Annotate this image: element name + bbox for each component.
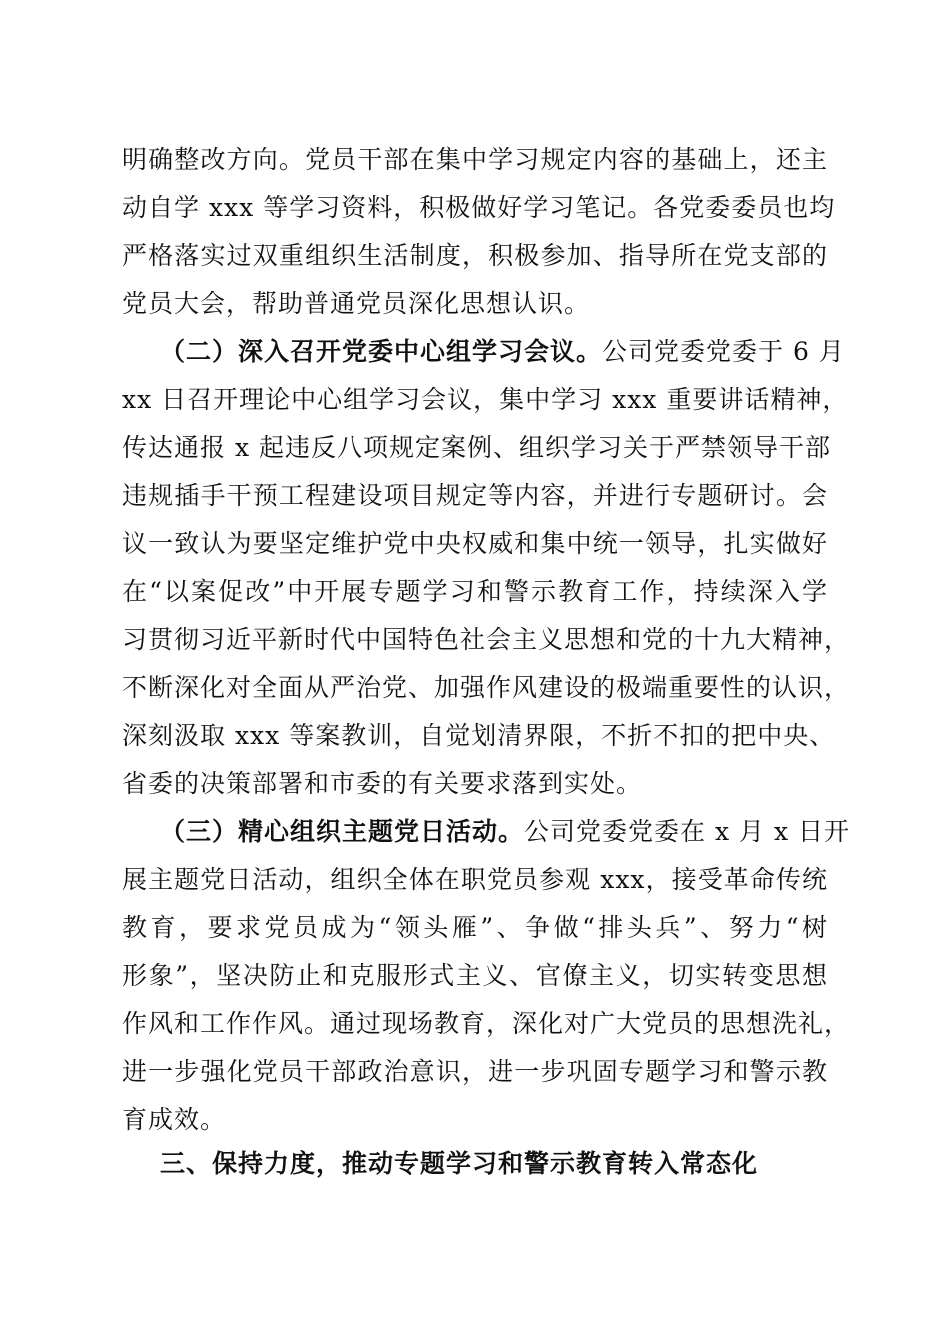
paragraph-line: 作风和工作作风。通过现场教育，深化对广大党员的思想洗礼， [122, 1009, 851, 1038]
paragraph-text: 公司党委党委在 x 月 x 日开 [524, 817, 851, 846]
paragraph-line: 省委的决策部署和市委的有关要求落到实处。 [122, 769, 643, 798]
paragraph-first-line [160, 812, 851, 852]
paragraph-line: 教育，要求党员成为“领头雁”、争做“排头兵”、努力“树 [122, 913, 828, 942]
paragraph-line: 不断深化对全面从严治党、加强作风建设的极端重要性的认识， [122, 673, 851, 702]
paragraph-text: 公司党委党委于 6 月 [602, 337, 845, 366]
paragraph-line: 议一致认为要坚定维护党中央权威和集中统一领导，扎实做好 [122, 529, 828, 558]
paragraph-line: 党员大会，帮助普通党员深化思想认识。 [122, 289, 591, 318]
paragraph-line: 习贯彻习近平新时代中国特色社会主义思想和党的十九大精神， [122, 625, 851, 654]
subsection-heading: （二）深入召开党委中心组学习会议。 [160, 337, 603, 366]
paragraph-line: 严格落实过双重组织生活制度，积极参加、指导所在党支部的 [122, 241, 828, 270]
paragraph-line: 动自学 xxx 等学习资料，积极做好学习笔记。各党委委员也均 [122, 193, 836, 222]
section-heading: 三、保持力度，推动专题学习和警示教育转入常态化 [160, 1149, 759, 1178]
paragraph-line: 形象”，坚决防止和克服形式主义、官僚主义，切实转变思想 [122, 961, 828, 990]
paragraph-first-line [160, 332, 845, 372]
paragraph-line: 育成效。 [122, 1105, 227, 1134]
paragraph-line: 深刻汲取 xxx 等案教训，自觉划清界限，不折不扣的把中央、 [122, 721, 836, 750]
paragraph-line: 展主题党日活动，组织全体在职党员参观 xxx，接受革命传统 [122, 865, 828, 894]
paragraph-line: 传达通报 x 起违反八项规定案例、组织学习关于严禁领导干部 [122, 433, 831, 462]
paragraph-line: 在“以案促改”中开展专题学习和警示教育工作，持续深入学 [122, 577, 828, 606]
paragraph-line: xx 日召开理论中心组学习会议，集中学习 xxx 重要讲话精神， [122, 385, 849, 414]
paragraph-line: 违规插手干预工程建设项目规定等内容，并进行专题研讨。会 [122, 481, 828, 510]
paragraph-line: 明确整改方向。党员干部在集中学习规定内容的基础上，还主 [122, 145, 828, 174]
paragraph-line: 进一步强化党员干部政治意识，进一步巩固专题学习和警示教 [122, 1057, 828, 1086]
subsection-heading: （三）精心组织主题党日活动。 [160, 817, 525, 846]
